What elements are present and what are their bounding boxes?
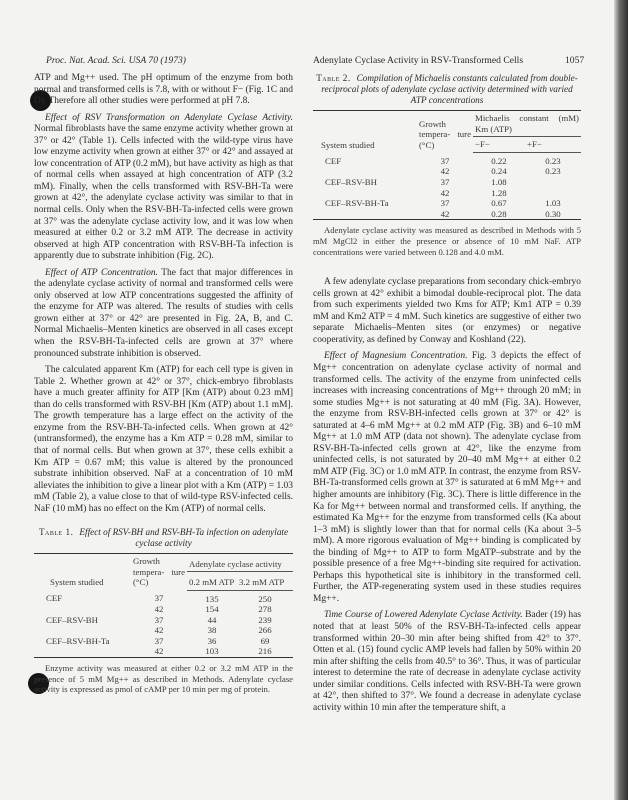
table-cell-temp: 37 bbox=[154, 593, 164, 604]
table-cell-a: 0.67 bbox=[491, 198, 507, 209]
table-cell-b: 0.23 bbox=[545, 166, 561, 177]
table-cell-system bbox=[34, 646, 131, 657]
table-cell-temp: 37 bbox=[440, 176, 450, 187]
table-row bbox=[313, 166, 581, 177]
table-cell-temp: 42 bbox=[440, 187, 450, 198]
paragraph: ATP and Mg++ used. The pH optimum of the enzyme from both normal and transformed cells is 7.8, with or without F− (Fig. 1C and D). Therefore all other studies were performed at pH 7.8. bbox=[34, 73, 293, 107]
table-cell-a: 135 bbox=[205, 593, 219, 604]
table-cell-temp: 37 bbox=[440, 155, 450, 166]
table-cell-system: CEF–RSV-BH-Ta bbox=[325, 198, 389, 209]
col-header-group: Michaelis constant (mM) Km (ATP) bbox=[473, 111, 581, 137]
table-row bbox=[313, 198, 581, 209]
col-header-group: Adenylate cyclase activity bbox=[187, 554, 293, 572]
table-cell-temp: 42 bbox=[440, 208, 450, 219]
col-header: Growth tempera- ture (°C) bbox=[133, 556, 185, 588]
table-row bbox=[34, 636, 293, 647]
table-cell-b: 278 bbox=[258, 604, 272, 615]
col-header: Growth tempera- ture (°C) bbox=[419, 118, 471, 150]
table-cell-temp: 37 bbox=[154, 614, 164, 625]
table-2 bbox=[313, 73, 581, 257]
table-cell-b: 266 bbox=[258, 625, 272, 636]
table-row bbox=[313, 177, 581, 188]
table-cell-b: 239 bbox=[258, 614, 272, 625]
section-heading: Time Course of Lowered Adenylate Cyclase Activity. bbox=[324, 610, 523, 621]
table-cell-temp: 42 bbox=[440, 166, 450, 177]
col-header: +F− bbox=[525, 137, 581, 153]
table-row bbox=[34, 590, 293, 604]
table-cell-a: 0.24 bbox=[491, 166, 507, 177]
paragraph bbox=[313, 610, 581, 714]
table-row bbox=[34, 646, 293, 657]
table-cell-system bbox=[34, 604, 131, 615]
col-header: System studied bbox=[50, 577, 104, 588]
table-cell-b: 69 bbox=[260, 635, 270, 646]
table-cell-b: 250 bbox=[258, 593, 272, 604]
table-cell-system: CEF–RSV-BH bbox=[46, 614, 98, 625]
table-cell-a: 0.28 bbox=[491, 208, 507, 219]
table-cell-temp: 42 bbox=[154, 646, 164, 657]
col-header: 3.2 mM ATP bbox=[237, 572, 293, 590]
table-cell-a: 38 bbox=[207, 625, 217, 636]
table-cell-system: CEF bbox=[325, 155, 342, 166]
table-cell-a: 44 bbox=[207, 614, 217, 625]
journal-citation: Proc. Nat. Acad. Sci. USA 70 (1973) bbox=[46, 55, 186, 66]
table-caption: Table 1. Effect of RSV-BH and RSV-BH-Ta infection on adenylate cyclase activity bbox=[38, 527, 289, 549]
left-column bbox=[34, 73, 293, 695]
col-header: −F− bbox=[473, 137, 525, 153]
paragraph bbox=[313, 351, 581, 605]
paragraph-text: Fig. 3 depicts the effect of Mg++ concentration on adenylate cyclase activity of normal and transformed cells. The activity of the enzyme from uninfected cells increases with increasing concentrations of Mg++ through 20 mM; in some studies Mg++ is not saturating at 40 mM (Fig. 3A). However, the enzyme from RSV-BH-infected cells grown at 37° or 42° is saturated at 4–6 mM Mg++ at 0.2 mM ATP (Fig. 3B) and 6–10 mM Mg++ at 1.0 mM ATP (data not shown). The adenylate cyclase from RSV-BH-Ta-infected cells grown at 42°, like the enzyme from uninfected cells, is not saturated by 20–40 mM Mg++ at either 0.2 mM ATP (Fig. 3C) or 1.0 mM ATP. In contrast, the enzyme from RSV-BH-Ta-transformed cells grown at 37° is saturated at 6 mM Mg++ and higher amounts are inhibitory (Fig. 3C). There is little difference in the Ka for Mg++ between normal and transformed cells. If anything, the estimated Ka Mg++ for the enzyme from transformed cells (Ka about 1–3 mM) is slightly lower than that for normal cells (Ka about 3–5 mM). A more rigorous evaluation of Mg++ binding is complicated by the binding of Mg++ to ATP to form MgATP–substrate and by the possible presence of a free Mg++-binding site required for activation. Perhaps this hypothetical site is inhibitory in the transformed cell. Further, the ATP-regenerating system used in these studies requires Mg++. bbox=[313, 351, 581, 604]
paragraph-text: Bader (19) has noted that at least 50% of the RSV-BH-Ta-infected cells appear transformed within 20–30 min after being shifted from 42° to 37°. Otten et al. (15) found cyclic AMP levels had fallen by 50% within 20 min after shifting the cells from 40.5° to 36°. Thus, it was of particular interest to determine the rate of decrease in adenylate cyclase activity under similar conditions. Cells infected with RSV-BH-Ta were grown at 42°, then shifted to 37°. We found a decrease in adenylate cyclase activity within 10 min after the temperature shift, a bbox=[313, 610, 581, 713]
paragraph bbox=[34, 113, 293, 263]
page-number: 1057 bbox=[565, 55, 585, 66]
table-cell-system: CEF–RSV-BH bbox=[325, 176, 377, 187]
table-cell-b: 1.03 bbox=[545, 198, 561, 209]
table-cell-system bbox=[313, 188, 417, 199]
table-cell-a: 0.22 bbox=[491, 155, 507, 166]
paragraph: A few adenylate cyclase preparations from secondary chick-embryo cells grown at 42° exhibit a bimodal double-reciprocal plot. The data from such experiments yielded two Kms for ATP; Km1 ATP = 0.39 mM and Km2 ATP = 4 mM. Such kinetics are suggestive of either two separate Michaelis–Menten sites (or enzymes) or negative cooperativity, as defined by Conway and Koshland (22). bbox=[313, 277, 581, 345]
table-row bbox=[313, 188, 581, 199]
col-header: System studied bbox=[321, 139, 375, 150]
table-cell-system: CEF–RSV-BH-Ta bbox=[46, 635, 110, 646]
table-cell-temp: 37 bbox=[440, 198, 450, 209]
table-1 bbox=[34, 527, 293, 695]
table-cell-b: 0.30 bbox=[545, 208, 561, 219]
table-cell-a: 103 bbox=[205, 646, 219, 657]
table-cell-a: 1.28 bbox=[491, 187, 507, 198]
table-cell-system bbox=[313, 209, 417, 220]
scan-edge bbox=[614, 0, 628, 800]
section-heading: Effect of RSV Transformation on Adenylate Cyclase Activity. bbox=[45, 112, 293, 123]
table-cell-temp: 37 bbox=[154, 635, 164, 646]
table-footnote: Adenylate cyclase activity was measured as described in Methods with 5 mM MgCl2 in either the presence or absence of 10 mM NaF. ATP concentrations were varied between 0.128 and 4.0 mM. bbox=[313, 225, 581, 257]
paragraph-text: The fact that major differences in the adenylate cyclase activity of normal and transformed cells were only observed at low ATP concentrations suggested the affinity of the enzyme for ATP was altered. The results of studies with cells grown either at 37° or 42° are presented in Fig. 2A, B, and C. Normal Michaelis–Menten kinetics are observed in all cases except when the RSV-BH-Ta-infected cells are grown at 37° where pronounced substrate inhibition is observed. bbox=[34, 267, 293, 359]
table-cell-a: 154 bbox=[205, 604, 219, 615]
table-cell-b bbox=[525, 177, 581, 188]
table-cell-b: 0.23 bbox=[545, 155, 561, 166]
table-cell-a: 1.08 bbox=[491, 176, 507, 187]
table-cell-system bbox=[313, 166, 417, 177]
paragraph-text: Normal fibroblasts have the same enzyme activity whether grown at 37° or 42° (Table 1). Cells infected with the wild-type virus have low enzyme activity when grown at either 37° or 42° and assayed at low concentration of ATP (0.2 mM), but have activity as high as that of normal cells when assayed at high concentration of ATP (3.2 mM). Finally, when the cells transformed with RSV-BH-Ta were grown at 42°, the adenylate cyclase activity was similar to that in normal cells. Only when the RSV-BH-Ta-infected cells were grown at 37° was the adenylate cyclase activity low, and it was low when measured at either 0.2 or 3.2 mM ATP. The decrease in activity observed at high ATP concentration with RSV-BH-Ta infection is apparently due to substrate inhibition (Fig. 2C). bbox=[34, 124, 293, 262]
table-cell-system: CEF bbox=[46, 593, 63, 604]
table-row bbox=[34, 604, 293, 615]
table-row bbox=[34, 615, 293, 626]
table-cell-temp: 42 bbox=[154, 604, 164, 615]
table-footnote: Enzyme activity was measured at either 0.2 or 3.2 mM ATP in the presence of 5 mM Mg++ as described in Methods. Adenylate cyclase activity is expressed as pmol of cAMP per 10 min per mg of protein. bbox=[34, 663, 293, 695]
paragraph: The calculated apparent Km (ATP) for each cell type is given in Table 2. Whether grown at 42° or 37°, chick-embryo fibroblasts have a much greater affinity for ATP [Km (ATP) about 0.23 mM] than do cells transformed with RSV-BH [Km (ATP) about 1.1 mM]. The growth temperature has a large effect on the activity of the enzyme from the RSV-BH-Ta-infected cells. When grown at 42° (untransformed), the enzyme has a Km ATP = 0.28 mM, similar to that of normal cells. But when grown at 37°, these cells exhibit a Km ATP = 0.67 mM; this value is altered by the pronounced substrate inhibition observed. NaF at a concentration of 10 mM alleviates the inhibition to give a linear plot with a Km (ATP) = 1.03 mM (Table 2), a value close to that of wild-type RSV-infected cells. NaF (10 mM) has no effect on the Km (ATP) of normal cells. bbox=[34, 365, 293, 514]
table-row bbox=[313, 152, 581, 166]
table-cell-system bbox=[34, 625, 131, 636]
table-caption: Table 2. Compilation of Michaelis constants calculated from double-reciprocal plots of adenylate cyclase activity determined with varied ATP concentrations bbox=[316, 73, 578, 105]
table-row bbox=[313, 209, 581, 220]
section-heading: Effect of Magnesium Concentration. bbox=[324, 351, 468, 362]
table-cell-b: 216 bbox=[258, 646, 272, 657]
table-row bbox=[34, 625, 293, 636]
table-cell-b bbox=[525, 188, 581, 199]
running-title: Adenylate Cyclase Activity in RSV-Transformed Cells bbox=[313, 55, 524, 66]
section-heading: Effect of ATP Concentration. bbox=[45, 267, 158, 278]
paragraph bbox=[34, 268, 293, 360]
right-column bbox=[313, 73, 581, 719]
table-cell-temp: 42 bbox=[154, 625, 164, 636]
col-header: 0.2 mM ATP bbox=[187, 572, 237, 590]
table-cell-a: 36 bbox=[207, 635, 217, 646]
